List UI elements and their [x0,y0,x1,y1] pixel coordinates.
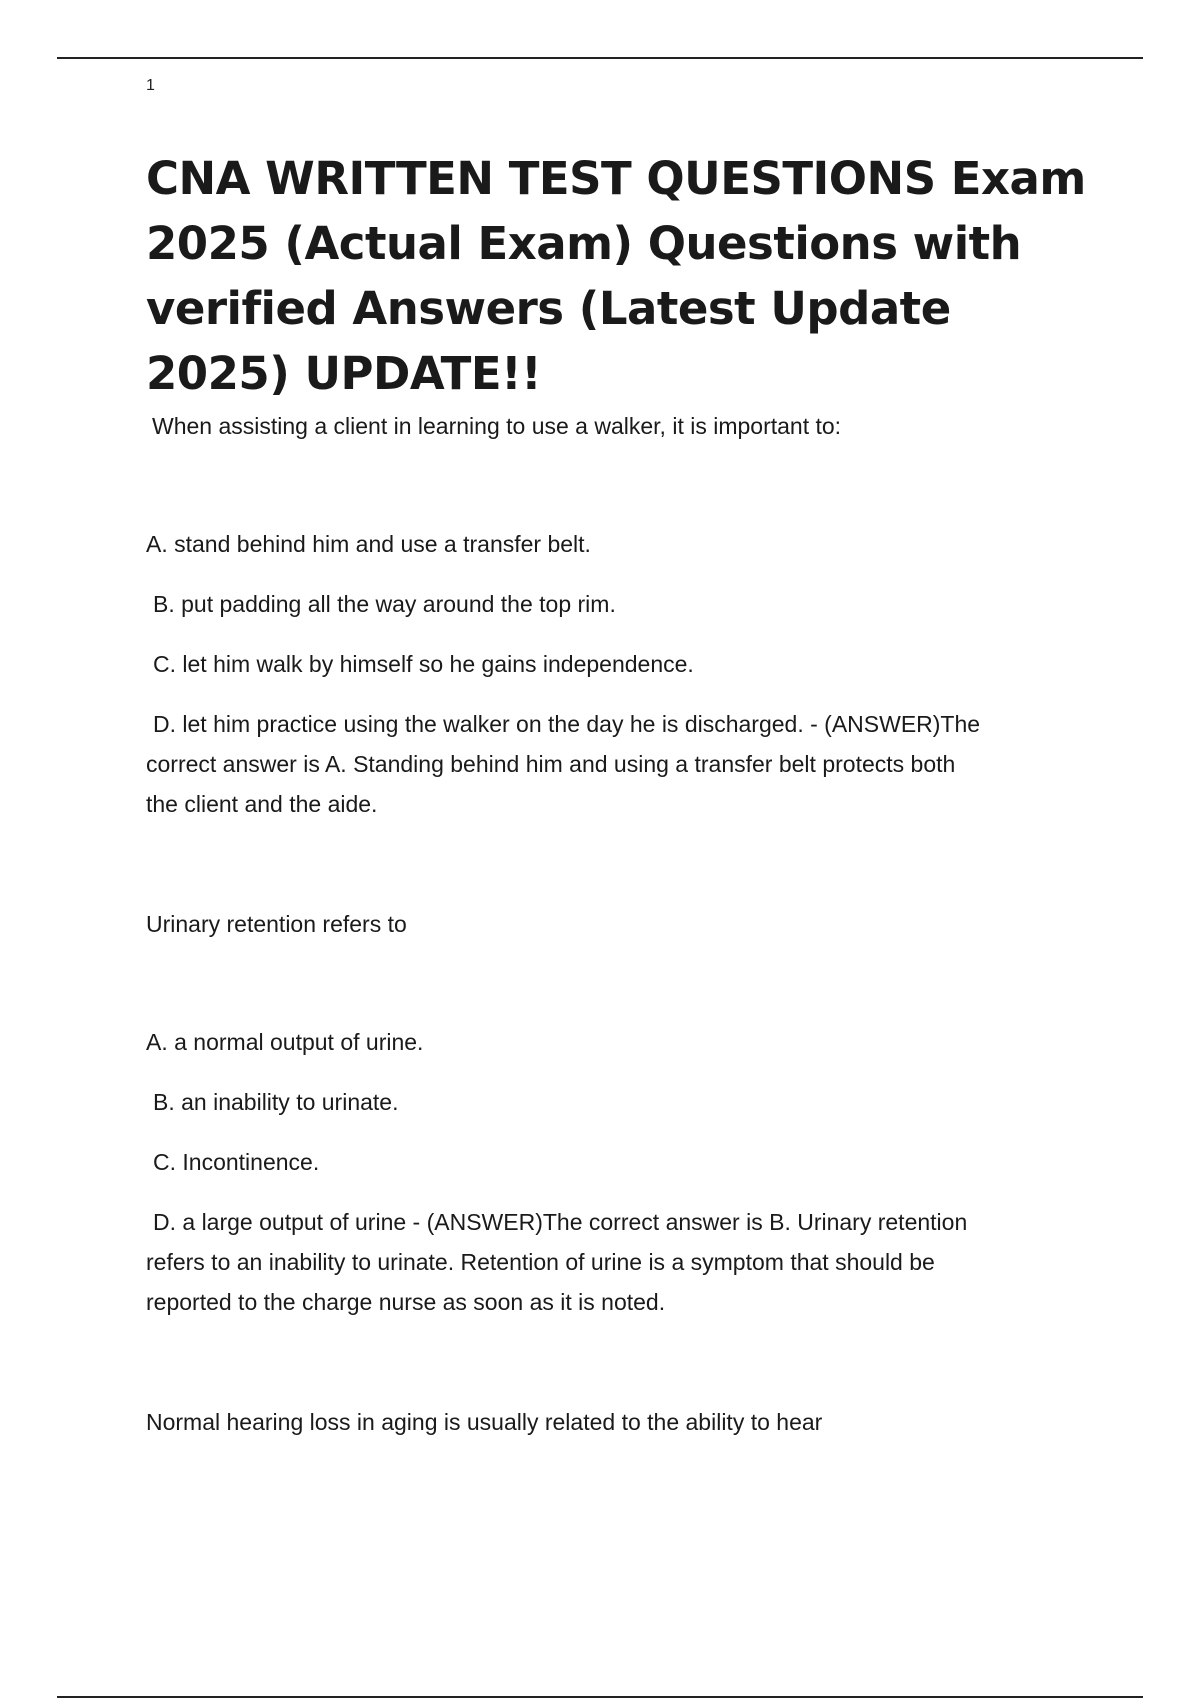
option-list [146,524,1086,824]
option-b: B. put padding all the way around the top rim. [153,591,616,617]
option-c: C. let him walk by himself so he gains independence. [153,651,694,677]
answer-line: D. let him practice using the walker on the day he is discharged. - (ANSWER)The [153,711,981,737]
answer-line: reported to the charge nurse as soon as it is noted. [146,1289,666,1315]
option-a: A. a normal output of urine. [146,1029,424,1055]
question-block [146,406,1086,824]
question-prompt: Normal hearing loss in aging is usually related to the ability to hear [146,1409,823,1435]
question-prompt: Urinary retention refers to [146,911,407,937]
header-rule [57,57,1143,59]
answer-line: correct answer is A. Standing behind him and using a transfer belt protects both [146,751,956,777]
option-a: A. stand behind him and use a transfer belt. [146,531,591,557]
option-c: C. Incontinence. [153,1149,320,1175]
question-prompt: When assisting a client in learning to use a walker, it is important to: [152,413,842,439]
question-block [146,904,1086,1322]
option-list [146,1022,1086,1322]
answer-line: D. a large output of urine - (ANSWER)The correct answer is B. Urinary retention [153,1209,968,1235]
answer-line: refers to an inability to urinate. Retention of urine is a symptom that should be [146,1249,935,1275]
page-number: 1 [146,77,155,94]
question-block [146,1402,1086,1442]
document-body [146,146,1086,1442]
document-title: CNA WRITTEN TEST QUESTIONS Exam 2025 (Actual Exam) Questions with verified Answers (Latest Update 2025) UPDATE!! [146,152,1086,400]
option-d-with-answer [146,704,1086,824]
option-d-with-answer [146,1202,1086,1322]
option-b: B. an inability to urinate. [153,1089,399,1115]
answer-line: the client and the aide. [146,791,378,817]
footer-rule [57,1696,1143,1698]
